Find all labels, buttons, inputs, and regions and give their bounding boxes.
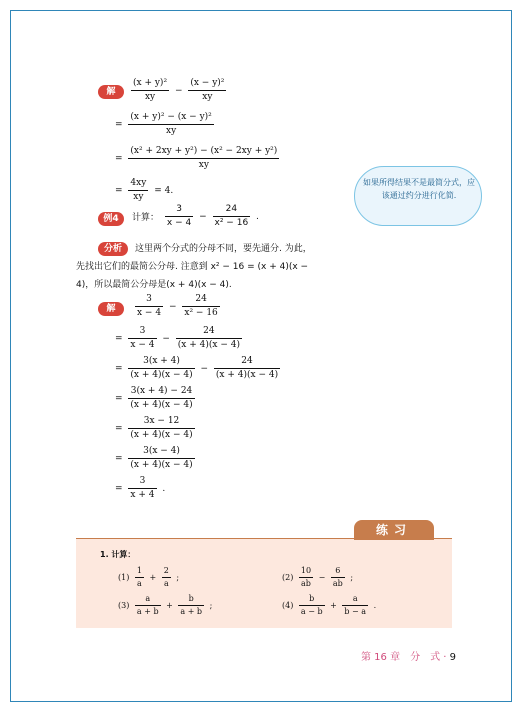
solution-label: 解 — [98, 85, 124, 99]
solution2-step5: = $\frac{3(x - 4)}{(x + 4)(x - 4)}$ — [115, 446, 193, 470]
solution2-step6: = $\frac{3}{x + 4}$ . — [115, 476, 166, 500]
analysis-line2: 先找出它们的最简公分母. 注意到 x² − 16 = (x + 4)(x − — [76, 262, 309, 272]
exercise-divider — [76, 538, 452, 539]
analysis-label: 分析 — [98, 242, 128, 256]
page-number: 9 — [449, 652, 456, 663]
analysis-line1: 这里两个分式的分母不同，要先通分. 为此， — [135, 244, 312, 254]
analysis-line3: 4)，所以最简公分母是(x + 4)(x − 4). — [76, 280, 232, 290]
solution2-label: 解 — [98, 302, 124, 316]
exercise-item-3: (3) $\frac{a}{a + b}$ + $\frac{b}{a + b}$ ; — [118, 594, 213, 616]
solution2-step4: = $\frac{3x - 12}{(x + 4)(x - 4)}$ — [115, 416, 193, 440]
solution1-step3: = $\frac{4xy}{xy}$ = 4. — [115, 178, 174, 202]
solution2-lead: $\frac{3}{x - 4}$ − $\frac{24}{\text{x² − 16}}$ — [137, 294, 218, 318]
example-label: 例4 — [98, 212, 124, 226]
solution2-step1: = $\frac{3}{x - 4}$ − $\frac{24}{(x + 4)(x - 4)}$ — [115, 326, 240, 350]
chapter-title: 第 16 章 分 式 · — [360, 652, 447, 663]
example4-problem: 计算： $\frac{3}{x - 4}$ − $\frac{24}{\text{x² − 16}}$ . — [132, 204, 259, 228]
note-text: 如果所得结果不是最简分式，应该通过约分进行化简. — [363, 178, 475, 200]
page-footer — [361, 648, 456, 663]
solution1-lead: $\frac{\text{(x + y)²}}{xy}$ − $\frac{\text{(x − y)²}}{xy}$ — [133, 78, 225, 102]
exercise-item-4: (4) $\frac{b}{a - b}$ + $\frac{a}{b - a}$ . — [282, 594, 377, 616]
exercise-question: 1. 计算： — [100, 550, 136, 559]
exercise-tab: 练习 — [354, 520, 434, 540]
solution2-step3: = $\frac{3(x + 4) - 24}{(x + 4)(x - 4)}$ — [115, 386, 193, 410]
exercise-item-2: (2) $\frac{10}{ab}$ − $\frac{6}{ab}$ ; — [282, 566, 354, 588]
solution1-step2: = $\frac{\text{(x² + 2xy + y²) − (x² − 2xy + y²)}}{xy}$ — [115, 146, 278, 170]
solution1-step1: = $\frac{\text{(x + y)² − (x − y)²}}{xy}$ — [115, 112, 212, 136]
exercise-item-1: (1) $\frac{1}{a}$ + $\frac{2}{a}$ ; — [118, 566, 180, 588]
solution2-step2: = $\frac{3(x + 4)}{(x + 4)(x - 4)}$ − $\frac{24}{(x + 4)(x - 4)}$ — [115, 356, 279, 380]
